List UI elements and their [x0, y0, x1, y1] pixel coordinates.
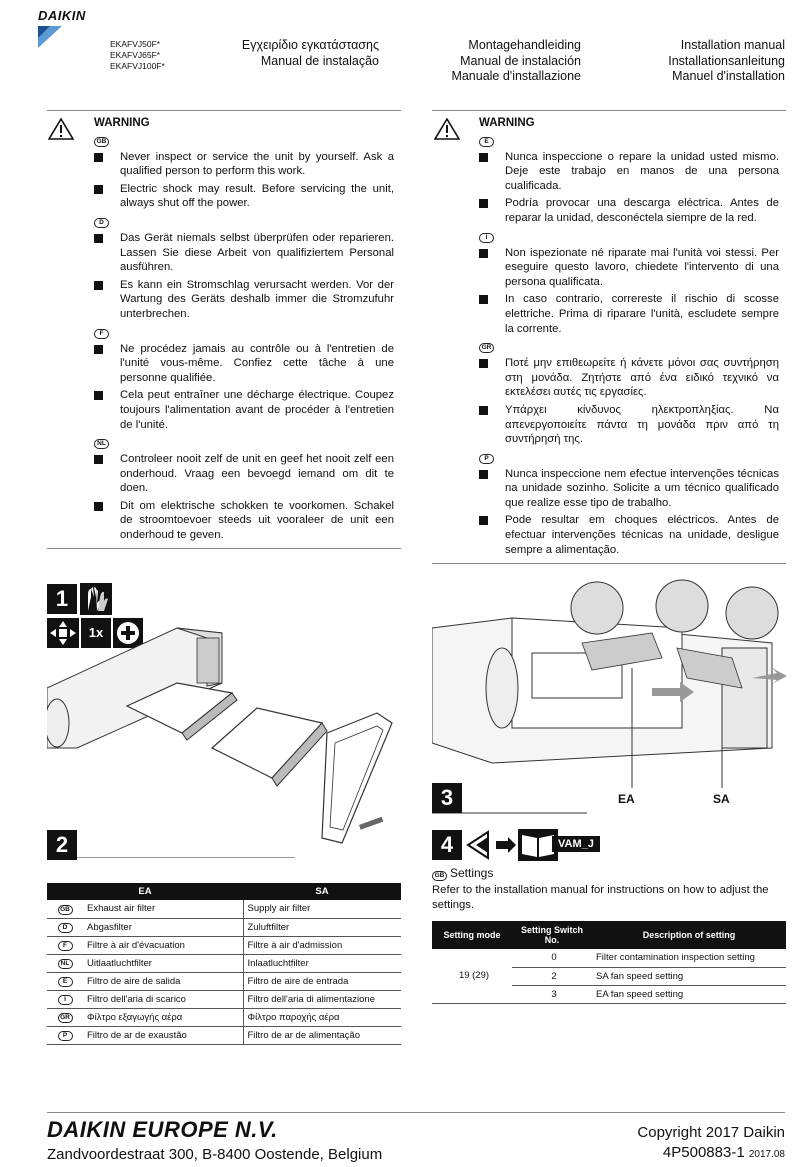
- lang-cell: [47, 1026, 83, 1044]
- title-nl: Montagehandleiding: [468, 38, 581, 52]
- lang-badge: D: [58, 923, 73, 933]
- lang-block-nl: [94, 435, 394, 543]
- lang-block-f: [94, 325, 394, 433]
- warning-item: In caso contrario, correreste il rischio di scosse elettriche. Prima di riparare l'unità, escludete sempre la corrente.: [479, 292, 779, 336]
- copyright: Copyright 2017 Daikin: [637, 1124, 785, 1141]
- table-row: [47, 954, 401, 972]
- warning-item: Ποτέ μην επιθεωρείτε ή κάνετε μόνοι σας συντήρηση στη μονάδα. Ζητήστε από ένα ειδικό τεχνικό να εκτελέσει αυτές τις εργασίες.: [479, 356, 779, 400]
- lang-badge: I: [58, 995, 73, 1005]
- company-name: DAIKIN EUROPE N.V.: [47, 1117, 278, 1142]
- sa-cell: Filtre à air d'admission: [243, 936, 401, 954]
- lang-cell: [47, 900, 83, 918]
- warning-item: Ne procédez jamais au contrôle ou à l'entretien de l'unité vous-même. Confiez cette tâche à une personne qualifiée.: [0, 342, 394, 386]
- lang-block-gb: [94, 133, 394, 211]
- title-gb: Installation manual: [680, 38, 785, 52]
- doc-date: 2017.08: [748, 1149, 785, 1160]
- warning-item: Pode resultar em choques eléctricos. Antes de efectuar intervenções técnicas na unidade, desligue sempre a alimentação.: [479, 513, 779, 557]
- model-3: EKAFVJ100F*: [110, 61, 165, 71]
- warning-title: WARNING: [94, 117, 150, 129]
- lang-badge: I: [479, 233, 494, 243]
- manual-titles-col-3: [668, 38, 785, 85]
- ea-cell: Filtro dell'aria di scarico: [83, 990, 243, 1008]
- divider: [432, 563, 786, 564]
- warning-item: Dit om elektrische schokken te voorkomen. Schakel de stroomtoevoer steeds uit vooraleer de unit een onderhoud te geven.: [0, 499, 394, 543]
- lang-cell: [47, 1008, 83, 1026]
- settings-title: Settings: [450, 866, 494, 880]
- document-number: [663, 1144, 785, 1161]
- model-1: EKAFVJ50F*: [110, 39, 161, 49]
- lang-badge: NL: [58, 959, 73, 969]
- warning-item: Controleer nooit zelf de unit en geef het nooit zelf een onderhoud. Vraag een bevoegd iemand om dit te doen.: [0, 452, 394, 496]
- warning-right: [479, 116, 779, 560]
- divider: [47, 548, 401, 549]
- table-row: [47, 900, 401, 918]
- table-row: [47, 972, 401, 990]
- switch-no: 3: [512, 985, 592, 1003]
- warning-icon: [48, 118, 74, 140]
- title-p: Manual de instalação: [260, 53, 379, 68]
- warning-item: Es kann ein Stromschlag verursacht werden. Vor der Wartung des Geräts deshalb immer die Stromzufuhr unterbrechen.: [0, 278, 394, 322]
- settings-description: Refer to the installation manual for instructions on how to adjust the settings.: [432, 884, 769, 911]
- lang-badge: F: [58, 941, 73, 951]
- sa-cell: Zuluftfilter: [243, 918, 401, 936]
- lang-badge: P: [479, 454, 494, 464]
- ea-cell: Filtro de aire de salida: [83, 972, 243, 990]
- label-ea: EA: [618, 792, 635, 806]
- lang-cell: [47, 936, 83, 954]
- step-number-3: 3: [432, 783, 462, 813]
- lang-badge: GR: [58, 1013, 73, 1023]
- table-row: [47, 1026, 401, 1044]
- table-row: [432, 949, 786, 967]
- step-number-1: 1: [47, 584, 77, 614]
- warning-title: WARNING: [479, 117, 535, 129]
- lang-cell: [47, 954, 83, 972]
- warning-item: Das Gerät niemals selbst überprüfen oder reparieren. Lassen Sie diese Arbeit von qualifiziertem Personal ausführen.: [0, 231, 394, 275]
- sa-cell: Inlaatluchtfilter: [243, 954, 401, 972]
- warning-item: Podría provocar una descarga eléctrica. Antes de reparar la unidad, desconéctela siempre de la red.: [479, 196, 779, 225]
- lang-block-gr: [479, 339, 779, 447]
- warning-item: Nunca inspeccione o repare la unidad usted mismo. Deje este trabajo en manos de una persona cualificada.: [479, 150, 779, 194]
- ea-cell: Abgasfilter: [83, 918, 243, 936]
- title-e: Manual de instalación: [460, 53, 581, 68]
- daikin-logo: [38, 8, 108, 48]
- table-row: [47, 918, 401, 936]
- setting-desc: EA fan speed setting: [592, 985, 786, 1003]
- warning-item: Never inspect or service the unit by yourself. Ask a qualified person to perform this work.: [0, 150, 394, 179]
- sa-cell: Supply air filter: [243, 900, 401, 918]
- step-number-4: 4: [432, 830, 462, 860]
- warning-item: Electric shock may result. Before servicing the unit, always shut off the power.: [0, 182, 394, 211]
- setting-desc: Filter contamination inspection setting: [592, 949, 786, 967]
- table-row: [47, 936, 401, 954]
- table-row: [47, 1008, 401, 1026]
- lang-badge: P: [58, 1031, 73, 1041]
- col-sa: SA: [243, 883, 401, 900]
- col-switch-no: Setting Switch No.: [512, 921, 592, 949]
- divider: [47, 110, 401, 111]
- manual-titles-col-1: [242, 38, 379, 69]
- lang-badge: E: [58, 977, 73, 987]
- lang-block-d: [94, 214, 394, 322]
- title-f: Manuel d'installation: [672, 69, 785, 83]
- col-setting-mode: Setting mode: [432, 921, 512, 949]
- lang-badge: GB: [94, 137, 109, 147]
- warning-icon: [434, 118, 460, 140]
- ea-cell: Uitlaatluchtfilter: [83, 954, 243, 972]
- warning-item: Non ispezionate né riparate mai l'unità voi stessi. Per eseguire questo lavoro, chiedete l'intervento di una persona qualificata.: [479, 246, 779, 290]
- lang-badge: GR: [479, 343, 494, 353]
- unit-filter-illustration: [432, 578, 788, 818]
- title-gr: Εγχειρίδιο εγκατάστασης: [241, 38, 379, 52]
- model-list: [110, 39, 165, 72]
- doc-id: 4P500883-1: [662, 1144, 745, 1161]
- col-ea: EA: [47, 883, 243, 900]
- table-row: [47, 990, 401, 1008]
- lang-cell: [47, 972, 83, 990]
- lang-cell: [47, 990, 83, 1008]
- label-sa: SA: [713, 792, 730, 806]
- filter-table: [47, 883, 401, 1045]
- ea-cell: Φίλτρο εξαγωγής αέρα: [83, 1008, 243, 1026]
- lang-badge: GB: [432, 871, 447, 881]
- settings-heading: [432, 866, 493, 881]
- lang-block-i: [479, 229, 779, 337]
- lang-badge: E: [479, 137, 494, 147]
- warning-item: Cela peut entraîner une décharge électrique. Coupez toujours l'alimentation avant de procéder à l'entretien de l'unité.: [0, 388, 394, 432]
- sa-cell: Φίλτρο παροχής αέρα: [243, 1008, 401, 1026]
- lang-block-e: [479, 133, 779, 226]
- footer-divider: [47, 1112, 785, 1113]
- manual-reference: VAM_J: [552, 836, 600, 852]
- lang-badge: GB: [58, 905, 73, 915]
- lang-badge: F: [94, 329, 109, 339]
- sa-cell: Filtro de aire de entrada: [243, 972, 401, 990]
- settings-table: [432, 921, 786, 1004]
- ea-cell: Filtro de ar de exaustão: [83, 1026, 243, 1044]
- divider: [432, 110, 786, 111]
- filter-removal-illustration: [47, 608, 402, 858]
- step-number-2: 2: [47, 830, 77, 860]
- title-d: Installationsanleitung: [668, 53, 785, 68]
- sa-cell: Filtro dell'aria di alimentazione: [243, 990, 401, 1008]
- manual-titles-col-2: [451, 38, 581, 85]
- col-description: Description of setting: [592, 921, 786, 949]
- lang-block-p: [479, 450, 779, 558]
- refer-arrow-icon: [466, 828, 518, 862]
- model-2: EKAFVJ65F*: [110, 50, 161, 60]
- warning-left: [94, 116, 394, 546]
- lang-badge: NL: [94, 439, 109, 449]
- switch-no: 0: [512, 949, 592, 967]
- company-address: Zandvoordestraat 300, B-8400 Oostende, Belgium: [47, 1146, 383, 1163]
- setting-desc: SA fan speed setting: [592, 967, 786, 985]
- setting-mode-value: 19 (29): [432, 949, 512, 1003]
- warning-item: Nunca inspeccione nem efectue intervenções técnicas na unidade sozinho. Solicite a um técnico qualificado que realize esse tipo de trabalho.: [479, 467, 779, 511]
- lang-badge: D: [94, 218, 109, 228]
- switch-no: 2: [512, 967, 592, 985]
- warning-item: Υπάρχει κίνδυνος ηλεκτροπληξίας. Να απενεργοποιείτε πάντα τη μονάδα πριν από τη συντήρησή της.: [479, 403, 779, 447]
- sa-cell: Filtro de ar de alimentação: [243, 1026, 401, 1044]
- brand-name: DAIKIN: [38, 8, 86, 23]
- logo-triangle-inner: [38, 26, 50, 38]
- quantity-badge: 1x: [81, 618, 111, 648]
- ea-cell: Exhaust air filter: [83, 900, 243, 918]
- lang-cell: [47, 918, 83, 936]
- ea-cell: Filtre à air d'évacuation: [83, 936, 243, 954]
- title-i: Manuale d'installazione: [451, 69, 581, 83]
